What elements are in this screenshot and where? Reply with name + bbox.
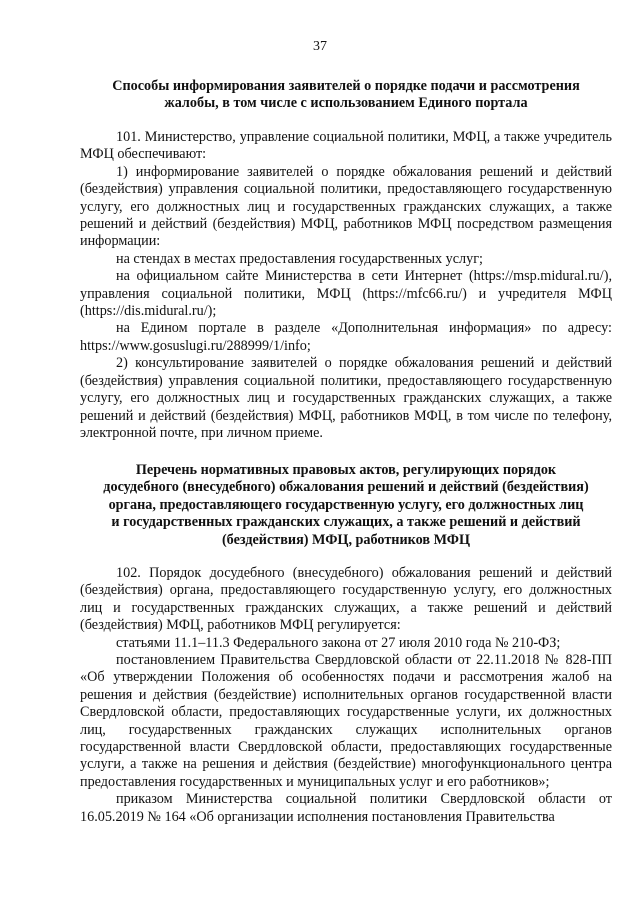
paragraph: 102. Порядок досудебного (внесудебного) обжалования решений и действий (бездействия) органа, предоставляющего государственную услугу, его должностных лиц и государственных гражданских служащих, а также решений и действий (бездействия) МФЦ, работников МФЦ регулируется: bbox=[80, 565, 612, 634]
paragraph: 101. Министерство, управление социальной политики, МФЦ, а также учредитель МФЦ обеспечивают: bbox=[80, 129, 612, 163]
paragraph: 1) информирование заявителей о порядке обжалования решений и действий (бездействия) управления социальной политики, предоставляющего государственную услугу, его должностных лиц и государственных гражданских служащих, а также решений и действий (бездействия) МФЦ, работников МФЦ посредством размещения информации: bbox=[80, 163, 612, 250]
paragraph: на Едином портале в разделе «Дополнительная информация» по адресу: https://www.gosuslugi.ru/288999/1/info; bbox=[80, 320, 612, 354]
paragraph: на официальном сайте Министерства в сети Интернет (https://msp.midural.ru/), управления социальной политики, МФЦ (https://mfc66.ru/) и учредителя МФЦ (https://dis.midural.ru/); bbox=[80, 268, 612, 320]
heading-line: досудебного (внесудебного) обжалования решений и действий (бездействия) bbox=[103, 479, 589, 496]
paragraph: на стендах в местах предоставления государственных услуг; bbox=[116, 250, 483, 267]
heading-line: жалобы, в том числе с использованием Единого портала bbox=[164, 95, 528, 112]
section-body-legal-acts bbox=[80, 565, 612, 826]
paragraph: приказом Министерства социальной политики Свердловской области от 16.05.2019 № 164 «Об организации исполнения постановления Правительства bbox=[80, 791, 612, 825]
section-heading-complaint-info bbox=[80, 78, 612, 113]
page-number: 37 bbox=[313, 39, 327, 54]
section-body-complaint-info bbox=[80, 129, 612, 442]
heading-line: Перечень нормативных правовых актов, регулирующих порядок bbox=[135, 462, 557, 478]
heading-line: органа, предоставляющего государственную услугу, его должностных лиц bbox=[108, 496, 584, 513]
heading-line: Способы информирования заявителей о порядке подачи и рассмотрения bbox=[112, 78, 580, 94]
heading-line: (бездействия) МФЦ, работников МФЦ bbox=[221, 531, 471, 548]
paragraph: постановлением Правительства Свердловской области от 22.11.2018 № 828-ПП «Об утверждении Положения об особенностях подачи и рассмотрения жалоб на решения и действия (бездействие) исполнительных органов государственной власти Свердловской области, предоставляющих государственные услуги, их должностных лиц, государственных гражданских служащих исполнительных органов государственной власти Свердловской области, предоставляющих государственные услуги, а также на решения и действия (бездействие) многофункционального центра предоставления государственных и муниципальных услуг и его работников»; bbox=[80, 652, 612, 790]
heading-line: и государственных гражданских служащих, а также решений и действий bbox=[111, 514, 581, 531]
section-heading-legal-acts bbox=[80, 462, 612, 549]
paragraph: 2) консультирование заявителей о порядке обжалования решений и действий (бездействия) управления социальной политики, предоставляющего государственную услугу, его должностных лиц и государственных гражданских служащих, а также решений и действий (бездействия) МФЦ, работников МФЦ, в том числе по телефону, электронной почте, при личном приеме. bbox=[80, 355, 612, 441]
paragraph: статьями 11.1–11.3 Федерального закона от 27 июля 2010 года № 210-ФЗ; bbox=[116, 634, 561, 651]
